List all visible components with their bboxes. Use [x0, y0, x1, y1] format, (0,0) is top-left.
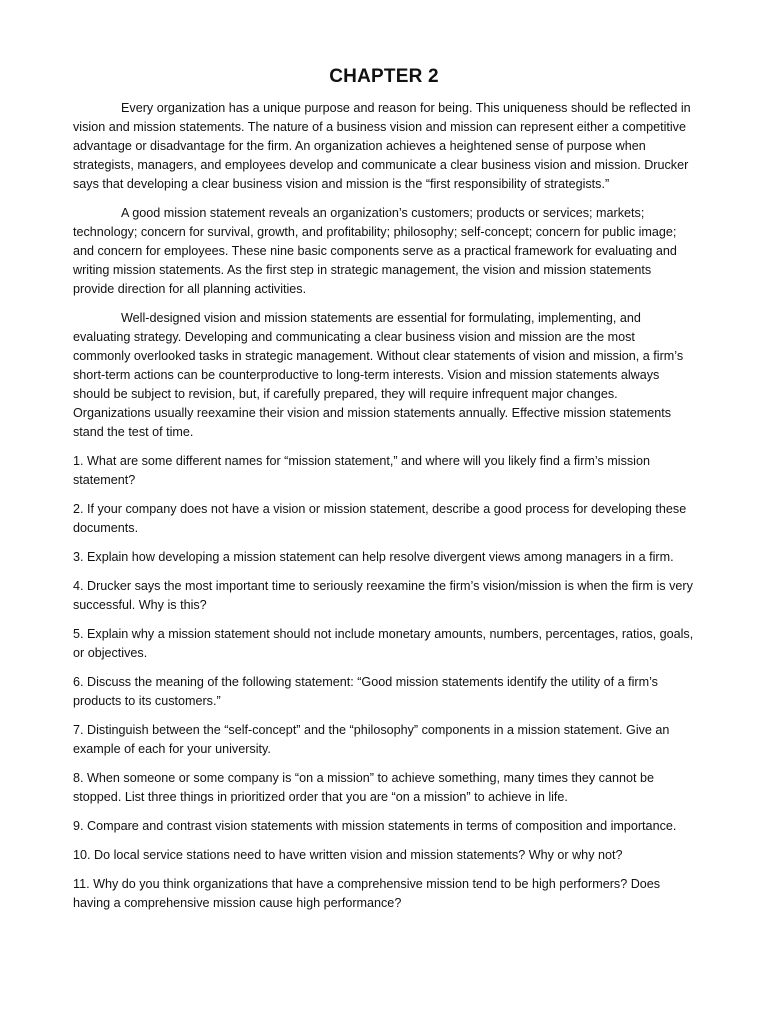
question-11: 11. Why do you think organizations that have a comprehensive mission tend to be high performers? Does having a comprehensive mission cause high performance?: [73, 877, 661, 910]
question-5: 5. Explain why a mission statement should not include monetary amounts, numbers, percentages, ratios, goals, or objectives.: [73, 627, 694, 660]
question-8: 8. When someone or some company is “on a mission” to achieve something, many times they cannot be stopped. List three things in prioritized order that you are “on a mission” to achieve in life.: [73, 771, 654, 804]
question-9: 9. Compare and contrast vision statements with mission statements in terms of composition and importance.: [73, 819, 677, 833]
question-1: 1. What are some different names for “mission statement,” and where will you likely find a firm’s mission statement?: [73, 454, 650, 487]
intro-paragraph-2: A good mission statement reveals an organization’s customers; products or services; markets; technology; concern for survival, growth, and profitability; philosophy; self-concept; concern for public image; and concern for employees. These nine basic components serve as a practical framework for evaluating and writing mission statements. As the first step in strategic management, the vision and mission statements provide direction for all planning activities.: [73, 206, 677, 296]
intro-paragraph-3: Well-designed vision and mission statements are essential for formulating, implementing, and evaluating strategy. Developing and communicating a clear business vision and mission are the most commonly overlooked tasks in strategic management. Without clear statements of vision and mission, a firm’s short-term actions can be counterproductive to long-term interests. Vision and mission statements always should be subject to revision, but, if carefully prepared, they will require infrequent major changes. Organizations usually reexamine their vision and mission statements annually. Effective mission statements stand the test of time.: [73, 311, 684, 439]
intro-paragraph-1: Every organization has a unique purpose and reason for being. This uniqueness should be reflected in vision and mission statements. The nature of a business vision and mission can represent either a competitive advantage or disadvantage for the firm. An organization achieves a heightened sense of purpose when strategists, managers, and employees develop and communicate a clear business vision and mission. Drucker says that developing a clear business vision and mission is the “first responsibility of strategists.”: [73, 101, 691, 191]
question-2: 2. If your company does not have a vision or mission statement, describe a good process for developing these documents.: [73, 502, 687, 535]
question-7: 7. Distinguish between the “self-concept” and the “philosophy” components in a mission statement. Give an example of each for your university.: [73, 723, 670, 756]
chapter-title: CHAPTER 2: [329, 66, 439, 87]
question-6: 6. Discuss the meaning of the following statement: “Good mission statements identify the utility of a firm’s products to its customers.”: [73, 675, 658, 708]
question-4: 4. Drucker says the most important time to seriously reexamine the firm’s vision/mission is when the firm is very successful. Why is this?: [73, 579, 693, 612]
document-page: [73, 66, 695, 923]
question-3: 3. Explain how developing a mission statement can help resolve divergent views among managers in a firm.: [73, 550, 674, 564]
question-10: 10. Do local service stations need to have written vision and mission statements? Why or why not?: [73, 848, 623, 862]
